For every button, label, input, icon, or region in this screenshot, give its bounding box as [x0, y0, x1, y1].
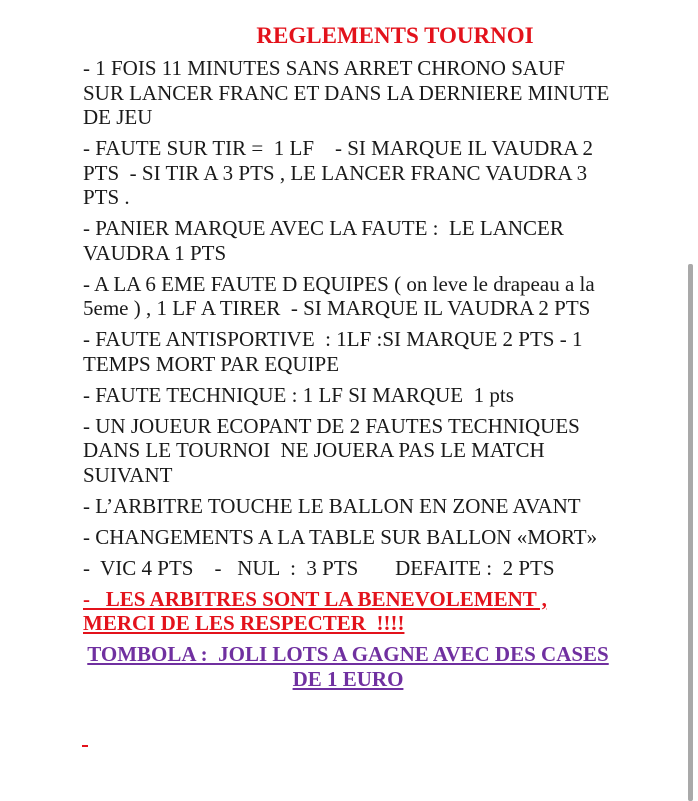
rule-line: DE JEU [83, 105, 153, 129]
rule-line: SUR LANCER FRANC ET DANS LA DERNIERE MINUTE [83, 80, 610, 105]
rule-line: PTS - SI TIR A 3 PTS , LE LANCER FRANC VAUDRA 3 [83, 160, 588, 185]
rule-line: 5eme ) , 1 LF A TIRER - SI MARQUE IL VAUDRA 2 PTS [83, 296, 591, 320]
rule-line: PTS . [83, 185, 130, 209]
rule-item [83, 327, 643, 376]
rule-line: VAUDRA 1 PTS [83, 240, 227, 265]
rule-line: TEMPS MORT PAR EQUIPE [83, 351, 340, 376]
rule-line: - UN JOUEUR ECOPANT DE 2 FAUTES TECHNIQUES [83, 413, 580, 438]
rule-line: - PANIER MARQUE AVEC LA FAUTE : LE LANCER [83, 216, 564, 240]
rule-line: SUIVANT [83, 462, 173, 487]
rule-item [83, 56, 643, 130]
scrollbar-thumb[interactable] [688, 264, 693, 801]
tombola-line: TOMBOLA : JOLI LOTS A GAGNE AVEC DES CASES [87, 642, 609, 666]
empty-underlined-line [82, 745, 88, 747]
rule-item [83, 272, 643, 321]
rule-line: - L’ARBITRE TOUCHE LE BALLON EN ZONE AVANT [83, 493, 581, 518]
rule-item [83, 136, 643, 210]
rule-line: - 1 FOIS 11 MINUTES SANS ARRET CHRONO SAUF [83, 56, 565, 80]
referee-note-line: - LES ARBITRES SONT LA BENEVOLEMENT , [83, 586, 547, 611]
rule-line: - FAUTE ANTISPORTIVE : 1LF :SI MARQUE 2 PTS - 1 [83, 327, 583, 351]
vertical-scrollbar[interactable] [686, 0, 698, 801]
rule-line: - VIC 4 PTS - NUL : 3 PTS DEFAITE : 2 PTS [83, 555, 555, 580]
rule-line: - FAUTE SUR TIR = 1 LF - SI MARQUE IL VAUDRA 2 [83, 136, 594, 160]
rule-item [83, 383, 643, 408]
referee-note [83, 587, 643, 636]
referee-note-line: MERCI DE LES RESPECTER !!!! [83, 611, 405, 635]
rule-line: - CHANGEMENTS A LA TABLE SUR BALLON «MORT» [83, 524, 598, 549]
rule-item [83, 525, 643, 550]
rule-item [83, 216, 643, 265]
rule-line: - A LA 6 EME FAUTE D EQUIPES ( on leve le drapeau a la [83, 271, 595, 296]
rules-content [83, 56, 643, 698]
tombola-line: DE 1 EURO [292, 666, 404, 691]
rule-item [83, 494, 643, 519]
rule-line: DANS LE TOURNOI NE JOUERA PAS LE MATCH [83, 438, 545, 462]
tombola-note [83, 642, 613, 691]
rule-line: - FAUTE TECHNIQUE : 1 LF SI MARQUE 1 pts [83, 382, 514, 407]
points-rule [83, 556, 643, 581]
document-title: REGLEMENTS TOURNOI [256, 23, 534, 48]
rule-item [83, 414, 643, 488]
